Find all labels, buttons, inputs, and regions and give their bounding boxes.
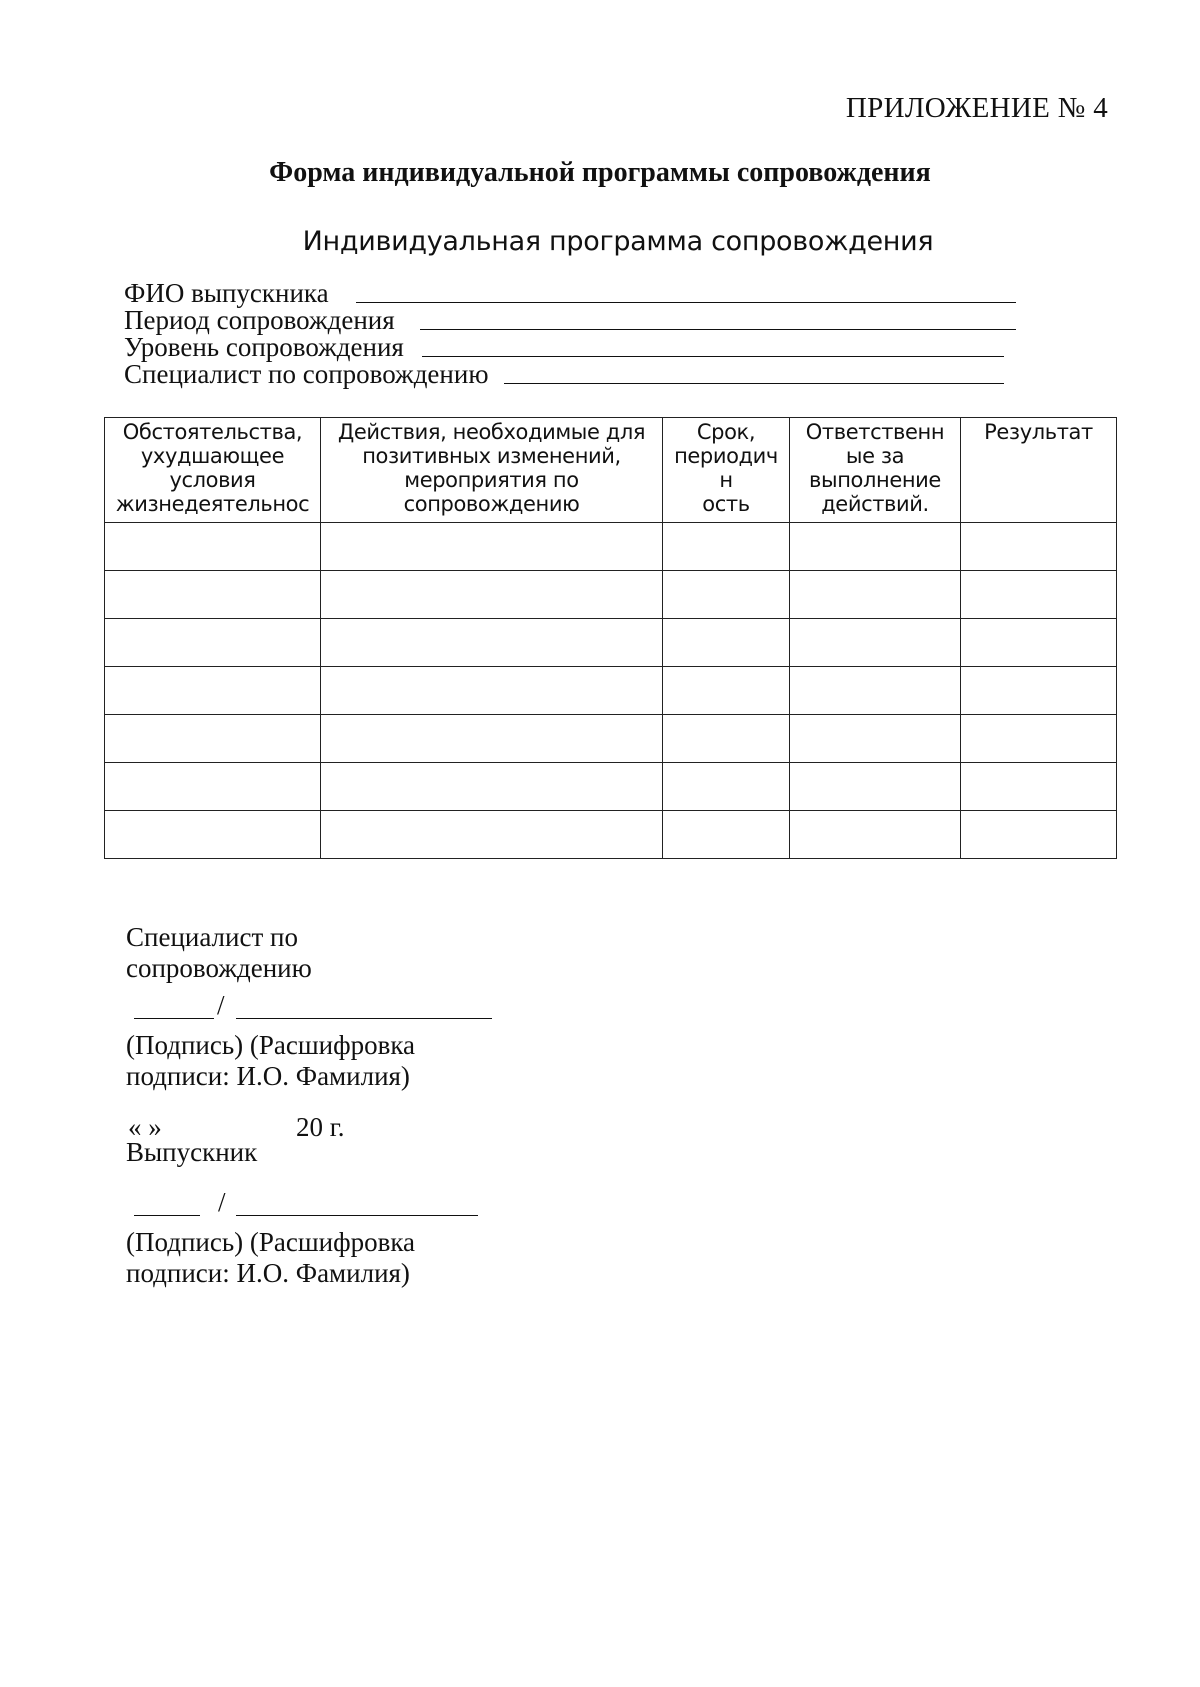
table-cell[interactable] — [321, 811, 663, 859]
header-line: Результат — [984, 420, 1093, 444]
support-program-table — [104, 417, 1117, 859]
header-line: позитивных изменений, — [362, 444, 621, 468]
header-line: условия — [169, 468, 256, 492]
header-line: периодич — [674, 444, 778, 468]
table-cell[interactable] — [663, 523, 790, 571]
header-line: Ответственн — [805, 420, 945, 444]
graduate-signature-caption — [126, 1227, 415, 1289]
table-cell[interactable] — [790, 667, 961, 715]
table-cell[interactable] — [961, 811, 1117, 859]
field-label: Уровень сопровождения — [124, 332, 404, 362]
header-line: ухудшающее — [140, 444, 285, 468]
table-cell[interactable] — [961, 523, 1117, 571]
specialist-signature-blank[interactable] — [134, 1018, 214, 1019]
table-cell[interactable] — [790, 811, 961, 859]
field-blank-line[interactable] — [504, 383, 1004, 384]
graduate-title-line: Выпускник — [126, 1137, 258, 1167]
table-cell[interactable] — [790, 571, 961, 619]
specialist-signature-title — [126, 922, 312, 984]
header-line: Действия, необходимые для — [337, 420, 646, 444]
table-cell[interactable] — [961, 715, 1117, 763]
header-line: сопровождению — [403, 492, 580, 516]
table-cell[interactable] — [105, 763, 321, 811]
header-line: действий. — [821, 492, 929, 516]
table-cell[interactable] — [105, 619, 321, 667]
table-cell[interactable] — [961, 571, 1117, 619]
table-cell[interactable] — [961, 667, 1117, 715]
program-title: Индивидуальная программа сопровождения — [302, 226, 934, 257]
table-row — [105, 667, 1117, 715]
header-line: жизнедеятельнос — [115, 492, 310, 516]
table-row — [105, 811, 1117, 859]
table-cell[interactable] — [321, 763, 663, 811]
date-day-quotes: « » — [128, 1112, 162, 1142]
table-cell[interactable] — [790, 763, 961, 811]
table-cell[interactable] — [663, 715, 790, 763]
table-cell[interactable] — [321, 571, 663, 619]
table-cell[interactable] — [321, 619, 663, 667]
table-row — [105, 715, 1117, 763]
table-row — [105, 619, 1117, 667]
signature-caption-line: подписи: И.О. Фамилия) — [126, 1061, 410, 1091]
column-header-actions — [321, 418, 663, 523]
field-blank-line[interactable] — [422, 356, 1004, 357]
table-cell[interactable] — [321, 523, 663, 571]
field-blank-line[interactable] — [420, 329, 1016, 330]
field-support-level — [124, 334, 1024, 361]
signature-caption-line: (Подпись) (Расшифровка — [126, 1030, 416, 1060]
table-row — [105, 763, 1117, 811]
table-cell[interactable] — [790, 523, 961, 571]
signature-caption-line: (Подпись) (Расшифровка — [126, 1227, 416, 1257]
header-line: мероприятия по — [404, 468, 579, 492]
table-row — [105, 523, 1117, 571]
field-label: Специалист по сопровождению — [124, 359, 489, 389]
table-row — [105, 571, 1117, 619]
column-header-circumstances — [105, 418, 321, 523]
table-cell[interactable] — [105, 811, 321, 859]
table-cell[interactable] — [105, 667, 321, 715]
header-line: Обстоятельства, — [122, 420, 303, 444]
table-cell[interactable] — [790, 619, 961, 667]
specialist-signature-slash: / — [217, 990, 225, 1020]
specialist-name-blank[interactable] — [236, 1018, 492, 1019]
table-cell[interactable] — [321, 715, 663, 763]
table-header-row — [105, 418, 1117, 523]
table-cell[interactable] — [663, 667, 790, 715]
graduate-signature-slash: / — [218, 1187, 226, 1217]
graduate-signature-blank[interactable] — [134, 1215, 200, 1216]
column-header-responsible — [790, 418, 961, 523]
table-cell[interactable] — [663, 619, 790, 667]
specialist-title-line: сопровождению — [126, 953, 312, 983]
table-cell[interactable] — [105, 523, 321, 571]
table-cell[interactable] — [961, 619, 1117, 667]
header-line: Срок, — [696, 420, 756, 444]
table-cell[interactable] — [961, 763, 1117, 811]
header-line: ость — [702, 492, 750, 516]
table-cell[interactable] — [321, 667, 663, 715]
date-year: 20 г. — [296, 1112, 345, 1142]
table-cell[interactable] — [663, 763, 790, 811]
field-label: ФИО выпускника — [124, 278, 329, 308]
table-cell[interactable] — [663, 571, 790, 619]
header-line: н — [719, 468, 733, 492]
header-line: выполнение — [809, 468, 941, 492]
specialist-signature-caption — [126, 1030, 415, 1092]
header-line: ые за — [845, 444, 905, 468]
table-cell[interactable] — [790, 715, 961, 763]
field-support-specialist — [124, 361, 1024, 388]
field-label: Период сопровождения — [124, 305, 395, 335]
field-blank-line[interactable] — [356, 302, 1016, 303]
column-header-result — [961, 418, 1117, 523]
table-cell[interactable] — [105, 571, 321, 619]
form-title: Форма индивидуальной программы сопровождения — [269, 157, 931, 188]
signature-caption-line: подписи: И.О. Фамилия) — [126, 1258, 410, 1288]
graduate-signature-title — [126, 1137, 257, 1168]
field-graduate-name — [124, 280, 1024, 307]
column-header-deadline — [663, 418, 790, 523]
table-body — [105, 523, 1117, 859]
specialist-title-line: Специалист по — [126, 922, 298, 952]
table-cell[interactable] — [105, 715, 321, 763]
appendix-number: ПРИЛОЖЕНИЕ № 4 — [845, 92, 1108, 124]
field-support-period — [124, 307, 1024, 334]
graduate-name-blank[interactable] — [236, 1215, 478, 1216]
table-cell[interactable] — [663, 811, 790, 859]
